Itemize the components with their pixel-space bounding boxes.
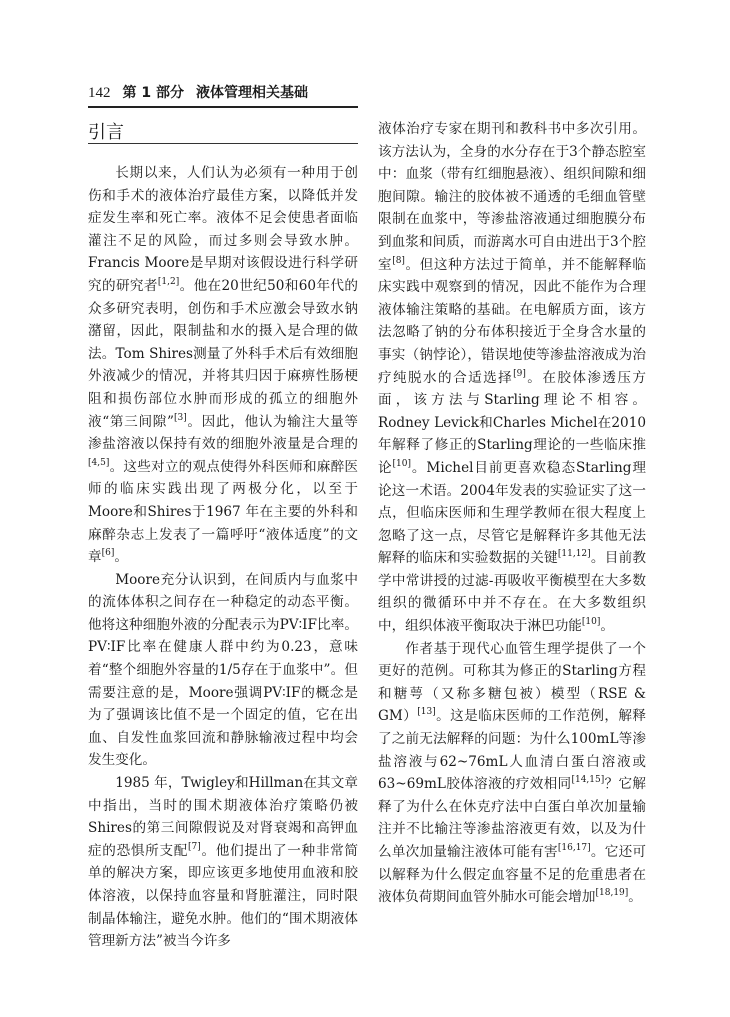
part-title: 液体管理相关基础	[196, 85, 308, 101]
citation: [8]	[392, 255, 405, 266]
section-title: 引言	[88, 122, 124, 143]
citation: [16,17]	[557, 843, 591, 853]
right-column	[378, 118, 646, 909]
citation: [6]	[101, 548, 115, 559]
page-number: 142	[88, 85, 111, 101]
paragraph-1: 长期以来，人们认为必须有一种用于创伤和手术的液体治疗最佳方案，以降低并发症发生率和死亡率。液体不足会使患者面临灌注不足的风险，而过多则会导致水肿。Francis Moore是早期对该假设进行科学研究的研究者[1,2]。他在20世纪50和60年代的众多研究表明，创伤和手术应激会导致水钠潴留，因此，限制盐和水的摄入是合理的做法。Tom Shires测量了外科手术后有效细胞外液减少的情况，并将其归因于麻痹性肠梗阻和损伤部位水肿而形成的孤立的细胞外液“第三间隙”[3]。因此，他认为输注大量等渗盐溶液以保持有效的细胞外液量是合理的[4,5]。这些对立的观点使得外科医师和麻醉医师的临床实践出现了两极分化，以至于Moore和Shires于1967 年在主要的外科和麻醉杂志上发表了一篇呼吁“液体适度”的文章[6]。	[88, 165, 358, 566]
citation: [10]	[581, 617, 601, 628]
citation: [13]	[417, 707, 436, 718]
part-label: 第 1 部分	[122, 85, 184, 101]
citation: [10]	[392, 458, 411, 469]
header-rule	[88, 106, 358, 108]
citation: [4,5]	[88, 457, 110, 468]
running-header	[88, 82, 308, 102]
citation: [14,15]	[571, 775, 605, 786]
citation: [3]	[173, 412, 187, 423]
citation: [9]	[513, 368, 526, 379]
citation: [11,12]	[557, 549, 591, 560]
paragraph-4: 作者基于现代心血管生理学提供了一个更好的范例。可称其为修正的Starling方程和糖萼（又称多糖包被）模型（RSE & GM）[13]。这是临床医师的工作范例，解释了之前无法解释的问题：为什么100mL等渗盐溶液与62~76mL人血清白蛋白溶液或63~69mL胶体溶液的疗效相同[14,15]？它解释了为什么在休克疗法中白蛋白单次加量输注并不比输注等渗盐溶液更有效，以及为什么单次加量输注液体可能有害[16,17]。它还可以解释为什么假定血容量不足的危重患者在液体负荷期间血管外肺水可能会增加[18,19]。	[378, 640, 647, 906]
citation: [18,19]	[595, 888, 629, 899]
paragraph-3-continued: 液体治疗专家在期刊和教科书中多次引用。该方法认为，全身的水分存在于3个静态腔室中：血浆（带有红细胞悬液）、组织间隙和细胞间隙。输注的胶体被不通透的毛细血管壁限制在血浆中，等渗盐溶液通过细胞膜分布到血浆和间质，而游离水可自由进出于3个腔室[8]。但这种方法过于简单，并不能解释临床实践中观察到的情况，因此不能作为合理液体输注策略的基础。在电解质方面，该方法忽略了钠的分布体积接近于全身含水量的事实（钠悖论），错误地使等渗盐溶液成为治疗纯脱水的合适选择[9]。在胶体渗透压方面，该方法与Starling理论不相容。Rodney Levick和Charles Michel在2010年解释了修正的Starling理论的一些临床推论[10]。Michel目前更喜欢稳态Starling理论这一术语。2004年发表的实验证实了这一点，但临床医师和生理学教师在很大程度上忽略了这一点，尽管它是解释许多其他无法解释的临床和实验数据的关键[11,12]。目前教学中常讲授的过滤-再吸收平衡模型在大多数组织的微循环中并不存在。在大多数组织中，组织体液平衡取决于淋巴功能[10]。	[378, 121, 647, 635]
left-column	[88, 162, 358, 953]
paragraph-2: Moore充分认识到，在间质内与血浆中的流体体积之间存在一种稳定的动态平衡。他将这种细胞外液的分配表示为PV∶IF比率。PV∶IF比率在健康人群中约为0.23，意味着“整个细胞外容量的1/5存在于血浆中”。但需要注意的是，Moore强调PV∶IF的概念是为了强调该比值不是一个固定的值，它在出血、自发性血浆回流和静脉输液过程中均会发生变化。	[88, 571, 358, 769]
citation: [1,2]	[157, 276, 180, 287]
section-rule	[88, 143, 358, 144]
paragraph-3: 1985 年，Twigley和Hillman在其文章中指出，当时的围术期液体治疗策略仍被Shires的第三间隙假说及对肾衰竭和高钾血症的恐惧所支配[7]。他们提出了一种非常简单的解决方案，即应该更多地使用血液和胶体溶液，以保持血容量和肾脏灌注，同时限制晶体输注，避免水肿。他们的“围术期液体管理新方法”被当今许多	[88, 775, 359, 950]
citation: [7]	[188, 841, 201, 852]
